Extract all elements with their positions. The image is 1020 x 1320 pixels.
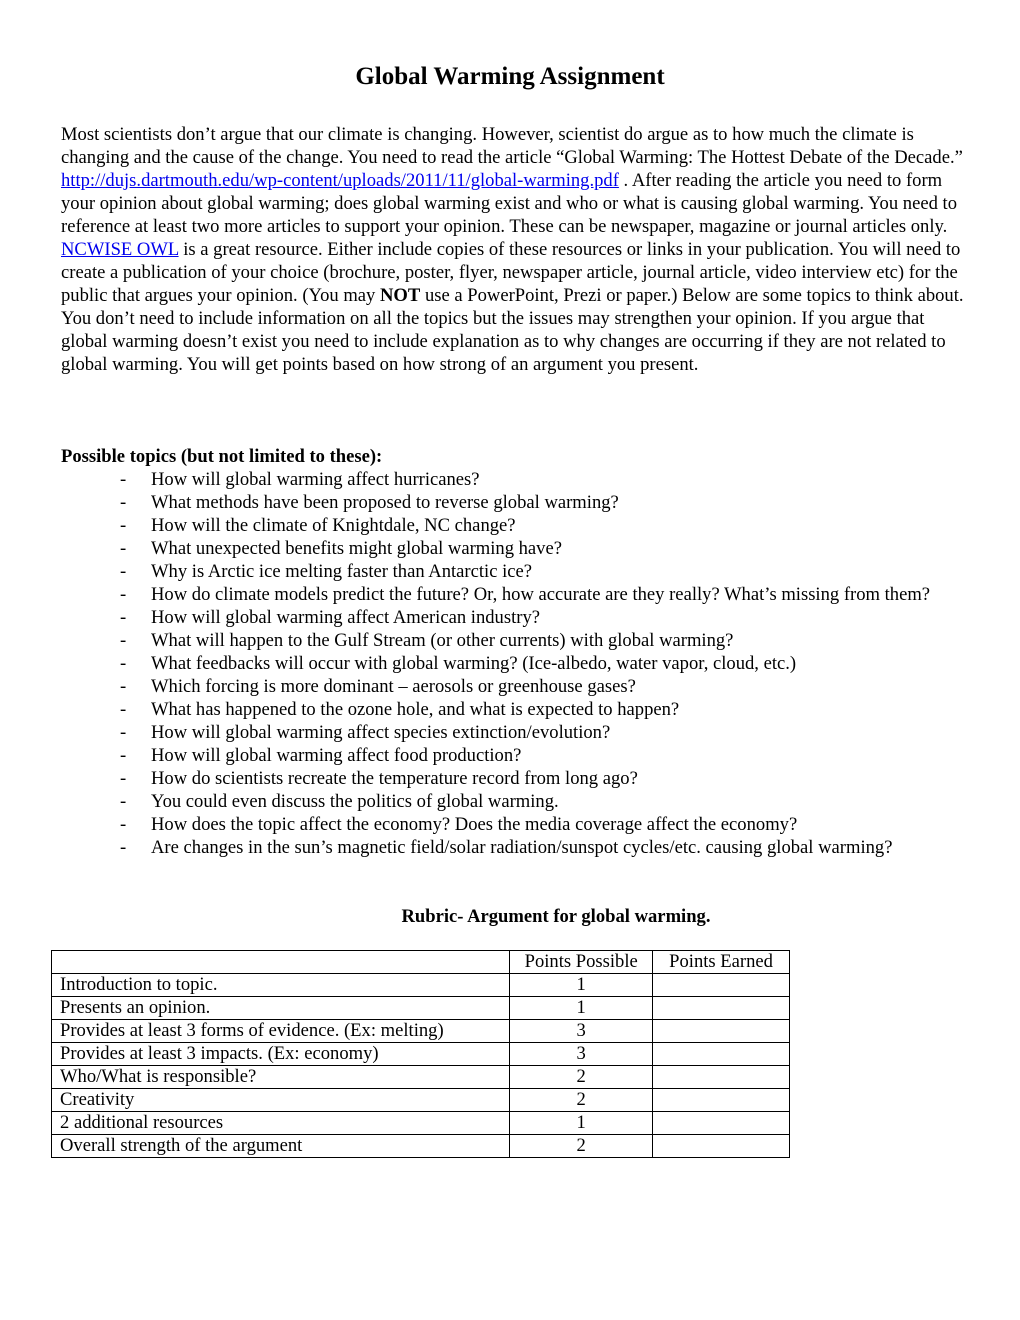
bullet-dash: - bbox=[120, 584, 127, 605]
topic-text: Why is Arctic ice melting faster than Antarctic ice? bbox=[151, 561, 533, 582]
bullet-dash: - bbox=[120, 492, 127, 513]
topics-list bbox=[0, 468, 960, 859]
points-earned-cell[interactable] bbox=[653, 1135, 790, 1158]
bullet-dash: - bbox=[120, 699, 127, 720]
topic-item bbox=[0, 721, 960, 744]
points-earned-cell[interactable] bbox=[653, 1020, 790, 1043]
topic-text: How does the topic affect the economy? Does the media coverage affect the economy? bbox=[151, 814, 798, 835]
bullet-dash: - bbox=[120, 768, 127, 789]
topic-item bbox=[0, 491, 960, 514]
bullet-dash: - bbox=[120, 469, 127, 490]
points-earned-cell[interactable] bbox=[653, 1043, 790, 1066]
topic-item bbox=[0, 537, 960, 560]
topic-item bbox=[0, 583, 960, 606]
topic-text: What unexpected benefits might global warming have? bbox=[151, 538, 562, 559]
topic-item bbox=[0, 652, 960, 675]
bullet-dash: - bbox=[120, 837, 127, 858]
topic-item bbox=[0, 836, 960, 859]
topic-text: What has happened to the ozone hole, and what is expected to happen? bbox=[151, 699, 680, 720]
topic-item bbox=[0, 514, 960, 537]
bullet-dash: - bbox=[120, 515, 127, 536]
points-earned-cell[interactable] bbox=[653, 1112, 790, 1135]
points-possible-cell: 2 bbox=[510, 1066, 653, 1089]
points-possible-cell: 2 bbox=[510, 1135, 653, 1158]
ncwise-owl-link[interactable]: NCWISE OWL bbox=[61, 239, 179, 260]
points-earned-cell[interactable] bbox=[653, 997, 790, 1020]
intro-text: . After reading the article you need to form your opinion about global warming; does global warming exist and who or what is causing global warming. You need to reference at least two more articles to support your opinion. These can be newspaper, magazine or journal articles only. bbox=[61, 170, 957, 237]
bullet-dash: - bbox=[120, 561, 127, 582]
topic-text: Which forcing is more dominant – aerosols or greenhouse gases? bbox=[151, 676, 636, 697]
header-points-possible: Points Possible bbox=[510, 951, 653, 974]
bullet-dash: - bbox=[120, 676, 127, 697]
table-row bbox=[52, 997, 790, 1020]
emphasis-not: NOT bbox=[380, 285, 421, 306]
topic-text: What feedbacks will occur with global warming? (Ice-albedo, water vapor, cloud, etc.) bbox=[151, 653, 797, 674]
intro-text: use a PowerPoint, Prezi or paper.) Below are some topics to think about. You don’t need to include information on all the topics but the issues may strengthen your opinion. If you argue that global warming doesn’t exist you need to include explanation as to why changes are occurring if they are not related to global warming. You will get points based on how strong of an argument you present. bbox=[61, 285, 964, 375]
table-row bbox=[52, 1089, 790, 1112]
topic-item bbox=[0, 790, 960, 813]
table-row bbox=[52, 1112, 790, 1135]
topic-item bbox=[0, 698, 960, 721]
criterion-cell: 2 additional resources bbox=[52, 1112, 510, 1135]
bullet-dash: - bbox=[120, 630, 127, 651]
header-criterion bbox=[52, 951, 510, 974]
points-possible-cell: 2 bbox=[510, 1089, 653, 1112]
topic-text: How will global warming affect species extinction/evolution? bbox=[151, 722, 611, 743]
topic-text: How will global warming affect food production? bbox=[151, 745, 522, 766]
article-link[interactable]: http://dujs.dartmouth.edu/wp-content/uploads/2011/11/global-warming.pdf bbox=[61, 170, 619, 191]
table-row bbox=[52, 1066, 790, 1089]
bullet-dash: - bbox=[120, 814, 127, 835]
points-possible-cell: 3 bbox=[510, 1020, 653, 1043]
rubric-table bbox=[51, 950, 790, 1158]
bullet-dash: - bbox=[120, 791, 127, 812]
topic-text: You could even discuss the politics of global warming. bbox=[151, 791, 559, 812]
points-earned-cell[interactable] bbox=[653, 1089, 790, 1112]
topic-text: Are changes in the sun’s magnetic field/solar radiation/sunspot cycles/etc. causing global warming? bbox=[151, 837, 893, 858]
header-points-earned: Points Earned bbox=[653, 951, 790, 974]
bullet-dash: - bbox=[120, 745, 127, 766]
table-header-row bbox=[52, 951, 790, 974]
points-earned-cell[interactable] bbox=[653, 974, 790, 997]
table-row bbox=[52, 974, 790, 997]
topic-item bbox=[0, 675, 960, 698]
intro-text: Most scientists don’t argue that our climate is changing. However, scientist do argue as to how much the climate is changing and the cause of the change. You need to read the article “Global Warming: The Hottest Debate of the Decade.” bbox=[61, 124, 963, 168]
topic-text: What will happen to the Gulf Stream (or other currents) with global warming? bbox=[151, 630, 734, 651]
topic-item bbox=[0, 629, 960, 652]
bullet-dash: - bbox=[120, 722, 127, 743]
criterion-cell: Who/What is responsible? bbox=[52, 1066, 510, 1089]
topic-text: How do climate models predict the future? Or, how accurate are they really? What’s missing from them? bbox=[151, 584, 931, 605]
topic-text: How will the climate of Knightdale, NC change? bbox=[151, 515, 516, 536]
topics-heading: Possible topics (but not limited to these): bbox=[61, 446, 383, 467]
table-row bbox=[52, 1135, 790, 1158]
topic-item bbox=[0, 468, 960, 491]
topic-text: How will global warming affect American industry? bbox=[151, 607, 540, 628]
points-possible-cell: 1 bbox=[510, 974, 653, 997]
points-earned-cell[interactable] bbox=[653, 1066, 790, 1089]
topic-item bbox=[0, 606, 960, 629]
table-row bbox=[52, 1043, 790, 1066]
topic-text: What methods have been proposed to reverse global warming? bbox=[151, 492, 619, 513]
criterion-cell: Introduction to topic. bbox=[52, 974, 510, 997]
table-row bbox=[52, 1020, 790, 1043]
criterion-cell: Overall strength of the argument bbox=[52, 1135, 510, 1158]
topic-item bbox=[0, 813, 960, 836]
points-possible-cell: 1 bbox=[510, 997, 653, 1020]
topic-text: How will global warming affect hurricanes? bbox=[151, 469, 480, 490]
topic-item bbox=[0, 560, 960, 583]
points-possible-cell: 1 bbox=[510, 1112, 653, 1135]
criterion-cell: Provides at least 3 impacts. (Ex: economy) bbox=[52, 1043, 510, 1066]
rubric-heading: Rubric- Argument for global warming. bbox=[401, 906, 711, 927]
criterion-cell: Creativity bbox=[52, 1089, 510, 1112]
bullet-dash: - bbox=[120, 653, 127, 674]
intro-text: is a great resource. Either include copies of these resources or links in your publication. You will need to create a publication of your choice (brochure, poster, flyer, newspaper article, journal article, video interview etc) for the public that argues your opinion. (You may bbox=[61, 239, 961, 306]
topic-text: How do scientists recreate the temperature record from long ago? bbox=[151, 768, 638, 789]
page-title: Global Warming Assignment bbox=[355, 63, 665, 90]
bullet-dash: - bbox=[120, 607, 127, 628]
topic-item bbox=[0, 744, 960, 767]
criterion-cell: Provides at least 3 forms of evidence. (Ex: melting) bbox=[52, 1020, 510, 1043]
points-possible-cell: 3 bbox=[510, 1043, 653, 1066]
intro-paragraph bbox=[61, 123, 966, 376]
topic-item bbox=[0, 767, 960, 790]
criterion-cell: Presents an opinion. bbox=[52, 997, 510, 1020]
bullet-dash: - bbox=[120, 538, 127, 559]
